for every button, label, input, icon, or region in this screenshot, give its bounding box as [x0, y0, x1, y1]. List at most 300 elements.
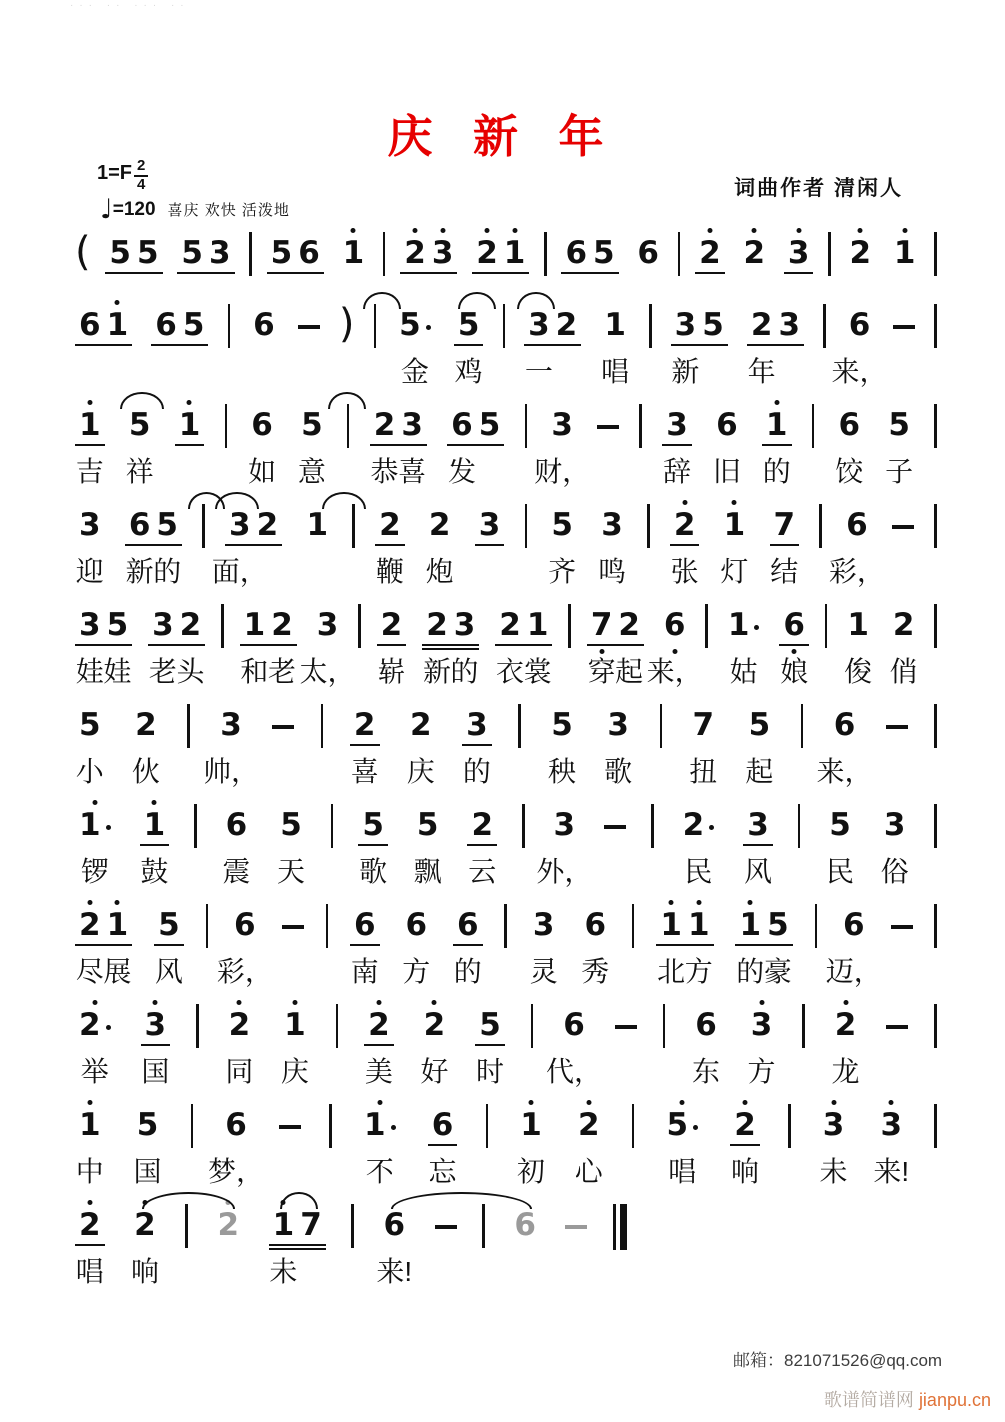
note [76, 807, 114, 887]
notes-row [75, 298, 937, 387]
barline [225, 404, 228, 448]
note-digit: 6 [846, 507, 868, 543]
note-digit: 3 [229, 507, 251, 543]
scan-artifact: ··· ·· ··· ·· [70, 0, 190, 8]
note [277, 807, 306, 887]
lyric-syllable: 喜 [398, 456, 427, 487]
meter-numerator: 2 [134, 158, 148, 177]
note-digit: 6 [843, 907, 865, 943]
lyric-syllable: 裳 [523, 656, 552, 687]
note-group [739, 226, 769, 272]
lyric-syllable: 民 [826, 856, 855, 887]
note-digit: 3 [453, 607, 476, 643]
note [364, 1007, 393, 1087]
barline [228, 304, 231, 348]
octave-dot-above [292, 1000, 297, 1005]
note [75, 507, 104, 587]
note-group [276, 798, 306, 887]
note [587, 607, 616, 687]
note [454, 307, 483, 387]
note [359, 807, 388, 887]
note-group [422, 598, 479, 687]
note-digit: 5 [158, 907, 180, 943]
lyric-syllable: 来， [646, 656, 703, 687]
note [76, 307, 104, 343]
note-group [720, 498, 750, 587]
note [548, 507, 577, 587]
note [880, 807, 909, 887]
barline [531, 1004, 534, 1048]
note-group [453, 898, 483, 987]
note-group [75, 898, 132, 987]
note-digit: 1 [520, 1107, 542, 1143]
lyric-syllable: 迈， [825, 956, 882, 987]
barline [934, 804, 937, 848]
note-digit: 5 [362, 807, 384, 843]
note [140, 807, 169, 887]
octave-dot-above [529, 1100, 534, 1105]
lyric-syllable: 响 [731, 1156, 760, 1187]
note [208, 1107, 265, 1187]
note-group [175, 398, 205, 446]
note-group [730, 1098, 760, 1187]
note-group [679, 798, 719, 887]
lyric-syllable: 新 [422, 656, 451, 687]
note [763, 907, 792, 987]
note-digit: 1 [727, 607, 750, 643]
note [501, 235, 529, 271]
note-digit: 3 [79, 507, 101, 543]
barline [802, 1004, 805, 1048]
barline [934, 304, 937, 348]
note [699, 307, 727, 343]
octave-dot-above [669, 900, 674, 905]
note-digit: 3 [822, 1107, 845, 1143]
notes-row [75, 598, 937, 687]
lyric-syllable: 饺 [835, 456, 864, 487]
note-digit: 2 [380, 607, 403, 643]
note [153, 507, 182, 587]
note-digit: 5 [79, 707, 101, 743]
note [401, 235, 429, 271]
note-digit: 6 [405, 907, 428, 943]
note-group [516, 1098, 546, 1187]
barline [934, 1104, 937, 1148]
note-digit: 2 [179, 607, 202, 643]
note-digit: 2 [578, 1107, 600, 1143]
note [473, 235, 501, 271]
barline [321, 704, 324, 748]
note [725, 607, 763, 687]
note [885, 407, 914, 487]
lyric-syllable: 旧 [712, 456, 741, 487]
music-line [75, 998, 937, 1098]
note [844, 607, 873, 687]
barline [812, 404, 815, 448]
note-digit: 3 [79, 607, 101, 643]
duration-dash [604, 825, 626, 829]
barline [825, 604, 828, 648]
note-group [222, 798, 252, 887]
octave-dot-above [153, 1000, 158, 1005]
lyric-syllable: 中 [75, 1156, 104, 1187]
note-digit: 5 [551, 507, 573, 543]
note-group [743, 798, 773, 887]
note-digit: 6 [353, 907, 376, 943]
lyric-syllable: 唱 [75, 1256, 104, 1287]
note-group [75, 498, 105, 587]
octave-dot-above [696, 900, 701, 905]
note-digit: 6 [833, 707, 856, 743]
note [361, 1107, 399, 1187]
note-group [825, 798, 855, 887]
note [816, 707, 873, 787]
barline [329, 1104, 332, 1148]
note-group [831, 298, 888, 387]
note [601, 307, 630, 387]
note-group [735, 898, 792, 987]
note-digit: 5 [666, 1107, 689, 1143]
note [303, 507, 331, 543]
note [476, 507, 504, 543]
augmentation-dot [693, 1125, 698, 1130]
note-digit: 1 [893, 235, 916, 271]
barline [544, 232, 547, 276]
note-group [428, 1098, 458, 1187]
lyric-syllable: 飘 [413, 856, 442, 887]
note [222, 807, 251, 887]
note-group [574, 1098, 604, 1187]
note-digit: 6 [514, 1207, 536, 1243]
note-digit: 6 [456, 907, 479, 943]
augmentation-dot [426, 325, 431, 330]
note-group [75, 1198, 105, 1287]
note-group [770, 498, 800, 587]
barline [347, 404, 350, 448]
barline [206, 904, 209, 948]
composer-credit: 词曲作者 清闲人 [734, 177, 903, 200]
note-digit: 2 [849, 235, 872, 271]
note-group [467, 798, 497, 887]
note [130, 1207, 159, 1287]
lyric-syllable: 的 [736, 956, 765, 987]
barline [819, 504, 822, 548]
note-digit: 2 [471, 807, 494, 843]
barline [934, 904, 937, 948]
note-digit: 2 [618, 607, 640, 643]
lyric-syllable: 姑 [729, 656, 758, 687]
note-digit: 2 [428, 507, 451, 543]
note-digit: 1 [79, 1107, 101, 1143]
note-digit: 6 [128, 507, 151, 543]
note [736, 907, 765, 987]
octave-dot-above [759, 1000, 764, 1005]
octave-dot-above [831, 1100, 836, 1105]
lyric-syllable: 喜 [350, 756, 379, 787]
lyric-syllable: 展 [103, 956, 132, 987]
lyric-syllable: 子 [885, 456, 914, 487]
note-digit: 3 [666, 407, 688, 443]
octave-dot-above [377, 1100, 382, 1105]
note-group [662, 398, 692, 487]
note-group [747, 298, 804, 387]
note-group [75, 398, 105, 487]
note-digit: 6 [783, 607, 805, 643]
octave-dot-above [707, 228, 712, 233]
note-group [280, 998, 310, 1087]
lyric-syllable: 国 [133, 1156, 162, 1187]
note [370, 407, 399, 487]
lyric-syllable: 忘 [428, 1156, 457, 1187]
note-digit: 2 [834, 1007, 857, 1043]
note-group [105, 226, 162, 274]
note-digit: 3 [747, 807, 769, 843]
lyric-syllable: 吉 [75, 456, 104, 487]
note-digit: 2 [699, 235, 721, 271]
note-digit: 6 [251, 407, 273, 443]
note [413, 807, 442, 887]
music-line [75, 1098, 937, 1198]
lyric-syllable: 年 [747, 356, 776, 387]
note-group [495, 598, 552, 687]
note [590, 235, 618, 271]
note-digit: 2 [476, 235, 498, 271]
lyric-syllable: 唱 [668, 1156, 697, 1187]
note-digit: 3 [787, 235, 810, 271]
note [103, 607, 132, 687]
barline [525, 404, 528, 448]
note-digit: 1 [739, 907, 762, 943]
lyric-syllable: 歌 [604, 756, 633, 787]
barline [647, 504, 650, 548]
song-title: 庆 新 年 [387, 111, 618, 162]
note-digit: 3 [532, 907, 555, 943]
note-group [297, 398, 327, 487]
note-digit: 3 [601, 507, 623, 543]
note [216, 907, 273, 987]
lyric-syllable: 鞭 [375, 556, 404, 587]
lyric-syllable: 震 [222, 856, 251, 887]
note-digit: 3 [528, 307, 550, 343]
lyric-syllable: 老 [148, 656, 177, 687]
barline [196, 1004, 199, 1048]
note [597, 507, 626, 587]
note-digit: 1 [765, 407, 788, 443]
note-digit: 5 [109, 235, 131, 271]
note-digit: 3 [880, 1107, 903, 1143]
note-group [364, 998, 394, 1087]
note [420, 1007, 449, 1087]
note-digit: 5 [829, 807, 851, 843]
note [604, 707, 633, 787]
duration-dash [435, 1225, 457, 1229]
note-group [148, 598, 205, 687]
note-group [370, 398, 427, 487]
note-digit: 1 [79, 807, 101, 843]
note-digit: 5 [301, 407, 323, 443]
note-group [462, 698, 492, 787]
note-group [890, 226, 920, 272]
note-group [784, 226, 814, 274]
lyric-syllable: 灯 [720, 556, 749, 587]
note-group [745, 698, 775, 787]
note [615, 607, 644, 687]
lyric-syllable: 娘 [780, 656, 809, 687]
duration-dash [891, 925, 913, 929]
note-group [358, 798, 388, 887]
note [826, 807, 855, 887]
note-group [360, 1098, 400, 1187]
barline [374, 304, 377, 348]
note-digit: 2 [673, 507, 696, 543]
duration-dash [886, 725, 908, 729]
duration-dash [565, 1225, 587, 1229]
music-line [75, 398, 937, 498]
note-digit: 5 [416, 807, 439, 843]
note [176, 607, 205, 687]
note [747, 307, 776, 387]
note [154, 907, 183, 987]
watermark-site-name: 歌谱简谱网 [823, 1390, 914, 1410]
note-group [816, 698, 873, 787]
note-group [828, 498, 885, 587]
note [646, 607, 703, 687]
lyric-syllable: 祥 [125, 456, 154, 487]
octave-dot-above [512, 228, 517, 233]
note [377, 607, 406, 687]
note [240, 607, 269, 687]
lyric-syllable: 庆 [280, 1056, 309, 1087]
lyric-syllable: 伙 [131, 756, 160, 787]
lyric-syllable: 来! [873, 1156, 910, 1187]
note-digit: 3 [144, 1007, 167, 1043]
note-digit: 3 [220, 707, 242, 743]
note-group [724, 598, 764, 687]
note-group [216, 898, 273, 987]
note-digit: 5 [136, 235, 159, 271]
note-digit: 5 [702, 307, 724, 343]
lyric-syllable: 民 [684, 856, 713, 887]
lyric-syllable: 的 [453, 956, 482, 987]
note-group [350, 698, 380, 787]
barline [639, 404, 642, 448]
note [248, 407, 277, 487]
lyric-syllable: 的 [450, 656, 479, 687]
note-group [375, 498, 405, 587]
note-digit: 3 [478, 507, 501, 543]
lyric-syllable: 美 [364, 1056, 393, 1087]
note-digit: 5 [888, 407, 910, 443]
barline [632, 1104, 635, 1148]
note [891, 235, 919, 271]
octave-dot-above [743, 1100, 748, 1105]
close-paren: ) [338, 301, 355, 347]
duration-dash [279, 1125, 301, 1129]
note-group [695, 226, 725, 274]
lyric-syllable: 鸣 [597, 556, 626, 587]
note-group [425, 498, 455, 587]
note [376, 1207, 413, 1287]
note-group [534, 398, 591, 487]
note-digit: 5 [767, 907, 789, 943]
notes-row [75, 998, 937, 1087]
key-prefix: 1=F [97, 162, 133, 184]
note [696, 235, 724, 271]
lyric-syllable: 结 [770, 556, 799, 587]
note-digit: 1 [243, 607, 266, 643]
octave-dot-above [440, 228, 445, 233]
note-digit: 2 [750, 307, 773, 343]
note-digit: 3 [431, 235, 454, 271]
barline [934, 504, 937, 548]
octave-dot-above [351, 228, 356, 233]
lyric-syllable: 来! [376, 1256, 413, 1287]
lyric-syllable: 时 [475, 1056, 505, 1087]
note [743, 807, 772, 887]
note-digit: 1 [284, 1007, 306, 1043]
note [819, 1107, 848, 1187]
note-digit: 7 [773, 507, 796, 543]
augmentation-dot [754, 625, 759, 630]
note [75, 1107, 104, 1187]
barline [522, 804, 525, 848]
lyric-syllable: 和 [240, 656, 269, 687]
octave-dot-above [376, 1000, 381, 1005]
note-group [225, 998, 255, 1087]
note-digit: 2 [79, 1207, 101, 1243]
note [574, 1107, 603, 1187]
note [254, 507, 282, 543]
note [523, 607, 552, 687]
octave-dot-above [92, 800, 97, 805]
note [206, 235, 234, 271]
lyric-syllable: 崭 [377, 656, 406, 687]
note [831, 1007, 860, 1087]
octave-dot-above [87, 1200, 92, 1205]
note-digit: 6 [565, 235, 588, 271]
note [476, 407, 504, 443]
note-group [339, 226, 369, 272]
note-group [547, 498, 577, 587]
octave-dot-above [484, 228, 489, 233]
lyric-syllable: 方 [684, 956, 713, 987]
note-group [831, 998, 861, 1087]
lyric-syllable: 南 [350, 956, 379, 987]
lyric-syllable: 面， [211, 556, 268, 587]
note [770, 507, 799, 587]
barline [788, 1104, 791, 1148]
note-group [536, 798, 593, 887]
note-digit: 6 [253, 307, 275, 343]
lyric-syllable: 北 [657, 956, 686, 987]
note-group [835, 398, 865, 487]
note-digit: 6 [225, 807, 248, 843]
lyric-syllable: 迎 [75, 556, 104, 587]
lyric-syllable: 太， [299, 656, 356, 687]
note [134, 235, 162, 271]
note-group [580, 898, 610, 987]
note [428, 1107, 457, 1187]
note [125, 507, 154, 587]
note [524, 307, 553, 387]
note [250, 307, 278, 343]
note [511, 1207, 539, 1243]
note-digit: 2 [892, 607, 915, 643]
barline [632, 904, 635, 948]
note-digit: 1 [106, 307, 129, 343]
barline [705, 604, 708, 648]
octave-dot-above [748, 900, 753, 905]
